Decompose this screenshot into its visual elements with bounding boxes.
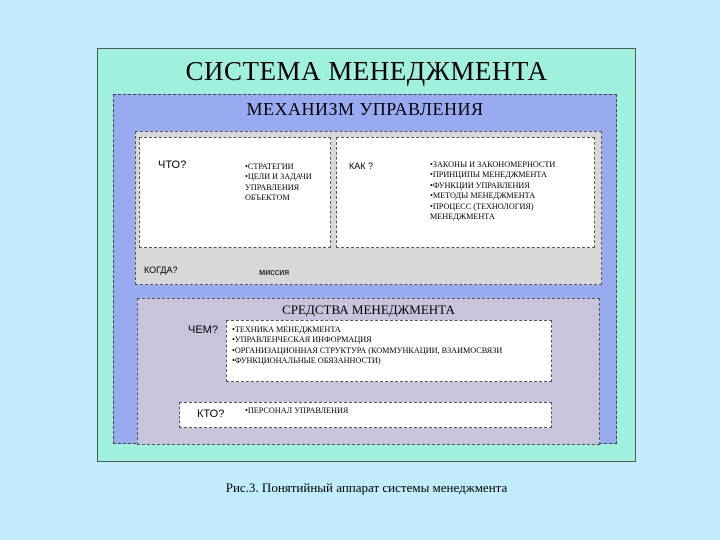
mechanism-title: МЕХАНИЗМ УПРАВЛЕНИЯ <box>246 99 484 119</box>
what-item: •ЦЕЛИ И ЗАДАЧИ УПРАВЛЕНИЯ ОБЪЕКТОМ <box>245 172 312 203</box>
with-item: •ФУНКЦИОНАЛЬНЫЕ ОБЯЗАННОСТИ) <box>232 356 381 366</box>
when-label: КОГДА? <box>144 265 178 275</box>
who-label: КТО? <box>197 408 225 420</box>
how-label: КАК ? <box>349 161 373 171</box>
how-item: •ЗАКОНЫ И ЗАКОНОМЕРНОСТИ <box>430 160 556 169</box>
how-item: •МЕТОДЫ МЕНЕДЖМЕНТА <box>430 191 536 201</box>
means-title: СРЕДСТВА МЕНЕДЖМЕНТА <box>282 302 455 317</box>
diagram-title: СИСТЕМА МЕНЕДЖМЕНТА <box>185 56 548 86</box>
with-item: •ТЕХНИКА МЕНЕДЖМЕНТА <box>232 325 341 334</box>
with-item: •УПРАВЛЕНЧЕСКАЯ ИНФОРМАЦИЯ <box>232 335 372 345</box>
with-label: ЧЕМ? <box>188 324 218 336</box>
figure-caption: Рис.3. Понятийный аппарат системы менеджмента <box>225 480 508 495</box>
what-list <box>245 162 331 204</box>
how-list <box>430 160 592 222</box>
with-list <box>232 325 550 367</box>
mission-text: миссия <box>259 267 290 277</box>
what-label: ЧТО? <box>158 159 187 171</box>
how-item: •ПРИНЦИПЫ МЕНЕДЖМЕНТА <box>430 170 547 180</box>
what-item: •СТРАТЕГИИ <box>245 162 294 171</box>
with-item: •ОРГАНИЗАЦИОННАЯ СТРУКТУРА (КОММУНКАЦИИ, ВЗАИМОСВЯЗИ <box>232 345 503 355</box>
who-item: •ПЕРСОНАЛ УПРАВЛЕНИЯ <box>245 406 349 415</box>
how-item: •ФУНКЦИИ УПРАВЛЕНИЯ <box>430 180 530 190</box>
how-item: •ПРОЦЕСС (ТЕХНОЛОГИЯ) МЕНЕДЖМЕНТА <box>430 201 534 222</box>
